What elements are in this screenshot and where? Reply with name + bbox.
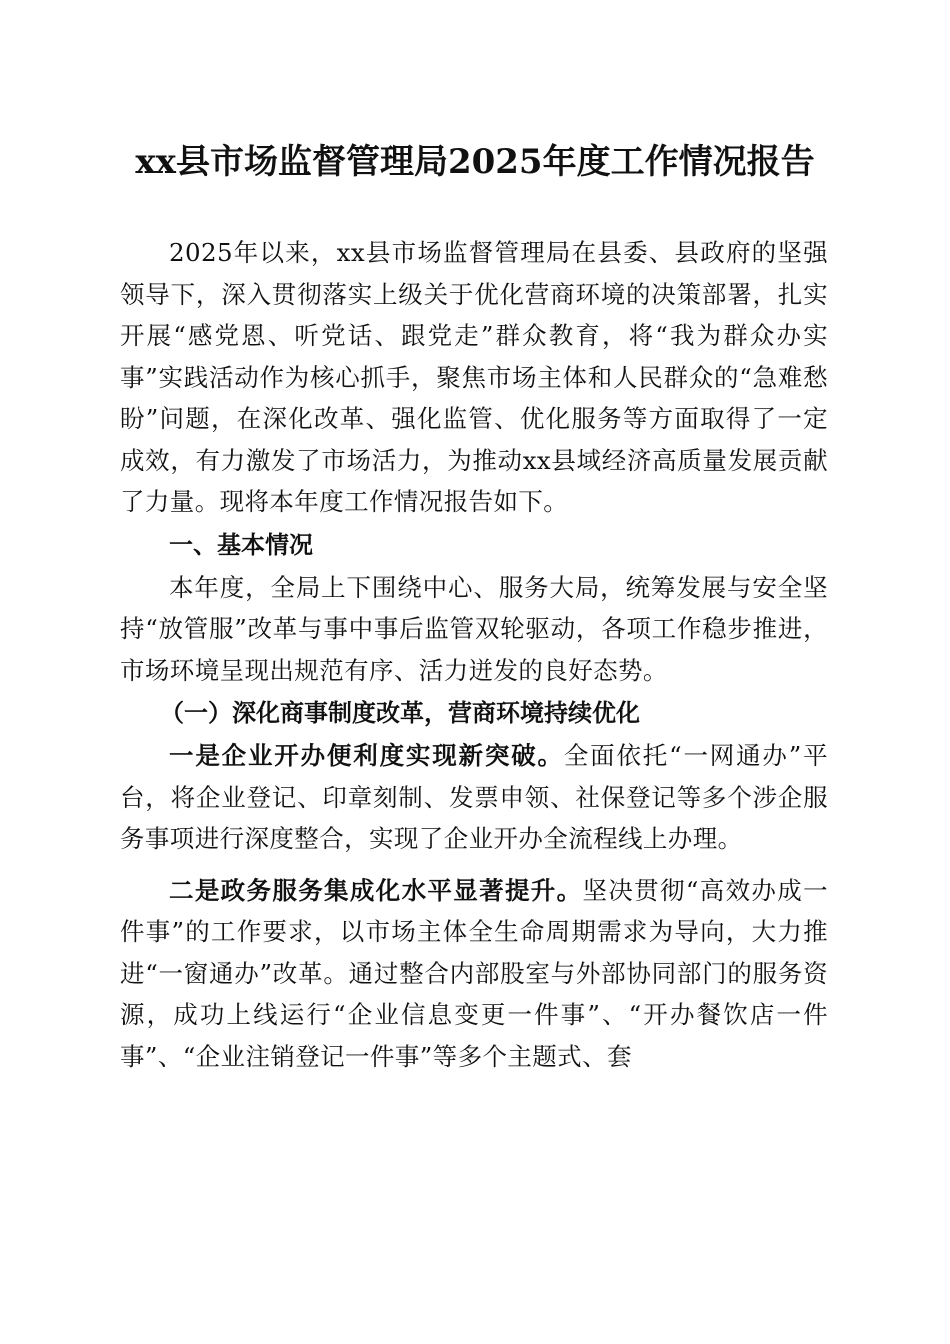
section-heading-basic-situation: 一、基本情况 [169,530,313,559]
item2-paragraph [120,870,828,1078]
document-body [120,232,828,1077]
section1-paragraph: 本年度，全局上下围绕中心、服务大局，统筹发展与安全坚持“放管服”改革与事中事后监管双轮驱动，各项工作稳步推进，市场环境呈现出规范有序、活力迸发的良好态势。 [120,572,828,685]
item1-text: 全面依托“一网通办”平台，将企业登记、印章刻制、发票申领、社保登记等多个涉企服务事项进行深度整合，实现了企业开办全流程线上办理。 [120,741,828,853]
item2-text: 坚决贯彻“高效办成一件事”的工作要求，以市场主体全生命周期需求为导向，大力推进“一窗通办”改革。通过整合内部股室与外部协同部门的服务资源，成功上线运行“企业信息变更一件事”、“开办餐饮店一件事”、“企业注销登记一件事”等多个主题式、套 [120,875,828,1071]
document-title: xx县市场监督管理局2025年度工作情况报告 [135,142,815,182]
item1-lead: 一是企业开办便利度实现新突破。 [169,741,564,770]
subsection-heading-reform: （一）深化商事制度改革，营商环境持续优化 [160,698,640,727]
intro-paragraph: 2025年以来，xx县市场监督管理局在县委、县政府的坚强领导下，深入贯彻落实上级关于优化营商环境的决策部署，扎实开展“感党恩、听党话、跟党走”群众教育，将“我为群众办实事”实践活动作为核心抓手，聚焦市场主体和人民群众的“急难愁盼”问题，在深化改革、强化监管、优化服务等方面取得了一定成效，有力激发了市场活力，为推动xx县域经济高质量发展贡献了力量。现将本年度工作情况报告如下。 [120,238,828,516]
item1-paragraph [120,735,828,860]
item2-lead: 二是政务服务集成化水平显著提升。 [169,875,583,905]
